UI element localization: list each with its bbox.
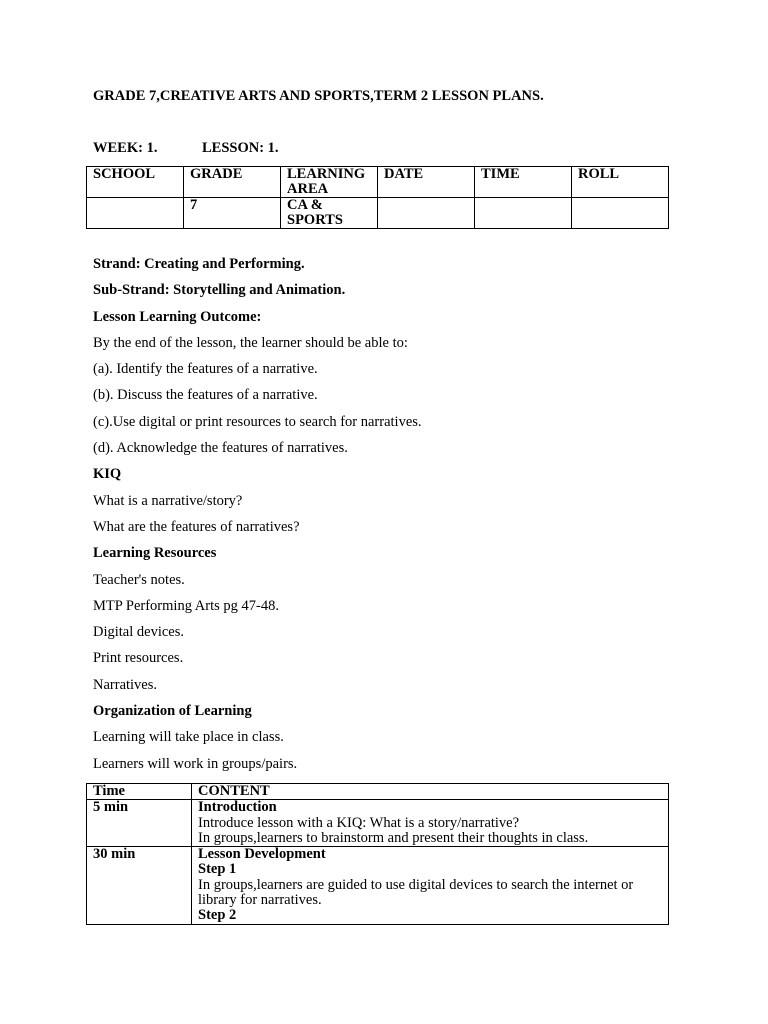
header-roll: ROLL	[572, 167, 669, 198]
step-label: Step 2	[198, 907, 237, 924]
kiq-item: What is a narrative/story?	[93, 492, 243, 509]
document-title: GRADE 7,CREATIVE ARTS AND SPORTS,TERM 2 LESSON PLANS.	[93, 88, 544, 104]
table-row	[87, 847, 669, 924]
outcome-item: (a). Identify the features of a narrative.	[93, 361, 318, 378]
outcome-item: (b). Discuss the features of a narrative.	[93, 387, 318, 404]
row-content	[192, 800, 669, 847]
header-date: DATE	[378, 167, 475, 198]
lesson-info-table	[86, 166, 669, 229]
row-line: Introduce lesson with a KIQ: What is a story/narrative?	[198, 814, 520, 831]
sub-strand: Sub-Strand: Storytelling and Animation.	[93, 282, 346, 299]
row-line: In groups,learners to brainstorm and present their thoughts in class.	[198, 829, 589, 846]
row-heading: Introduction	[198, 799, 277, 816]
lesson-body	[93, 256, 693, 782]
header-time-col: Time	[87, 784, 192, 800]
value-roll	[572, 198, 669, 229]
info-value-row	[87, 198, 669, 229]
outcome-item: (d). Acknowledge the features of narratives.	[93, 440, 348, 457]
content-header-row	[87, 784, 669, 800]
organization-item: Learning will take place in class.	[93, 729, 284, 746]
info-header-row	[87, 167, 669, 198]
resources-heading: Learning Resources	[93, 545, 217, 562]
resource-item: Print resources.	[93, 650, 184, 667]
value-learning-area: CA & SPORTS	[281, 198, 378, 229]
row-time: 5 min	[87, 800, 192, 847]
week-label: WEEK: 1.	[93, 140, 158, 156]
organization-heading: Organization of Learning	[93, 703, 252, 720]
table-row	[87, 800, 669, 847]
step-text: In groups,learners are guided to use digital devices to search the internet or library for narratives.	[198, 876, 634, 909]
header-school: SCHOOL	[87, 167, 184, 198]
value-school	[87, 198, 184, 229]
resource-item: Digital devices.	[93, 624, 185, 641]
row-content	[192, 847, 669, 924]
step-label: Step 1	[198, 861, 237, 878]
outcome-intro: By the end of the lesson, the learner should be able to:	[93, 334, 408, 351]
header-grade: GRADE	[184, 167, 281, 198]
resource-item: Teacher's notes.	[93, 571, 185, 588]
resource-item: Narratives.	[93, 676, 158, 693]
value-grade: 7	[184, 198, 281, 229]
header-learning-area: LEARNING AREA	[281, 167, 378, 198]
header-content-col: CONTENT	[192, 784, 669, 800]
lesson-content-table	[86, 783, 669, 925]
organization-item: Learners will work in groups/pairs.	[93, 755, 298, 772]
value-date	[378, 198, 475, 229]
row-time: 30 min	[87, 847, 192, 924]
kiq-heading: KIQ	[93, 466, 122, 483]
kiq-item: What are the features of narratives?	[93, 518, 300, 535]
lesson-label: LESSON: 1.	[202, 140, 279, 156]
value-time	[475, 198, 572, 229]
header-time: TIME	[475, 167, 572, 198]
outcome-item: (c).Use digital or print resources to search for narratives.	[93, 413, 422, 430]
week-lesson-line	[93, 140, 279, 157]
strand: Strand: Creating and Performing.	[93, 256, 305, 272]
outcome-heading: Lesson Learning Outcome:	[93, 308, 262, 325]
resource-item: MTP Performing Arts pg 47-48.	[93, 597, 279, 614]
row-heading: Lesson Development	[198, 846, 326, 863]
